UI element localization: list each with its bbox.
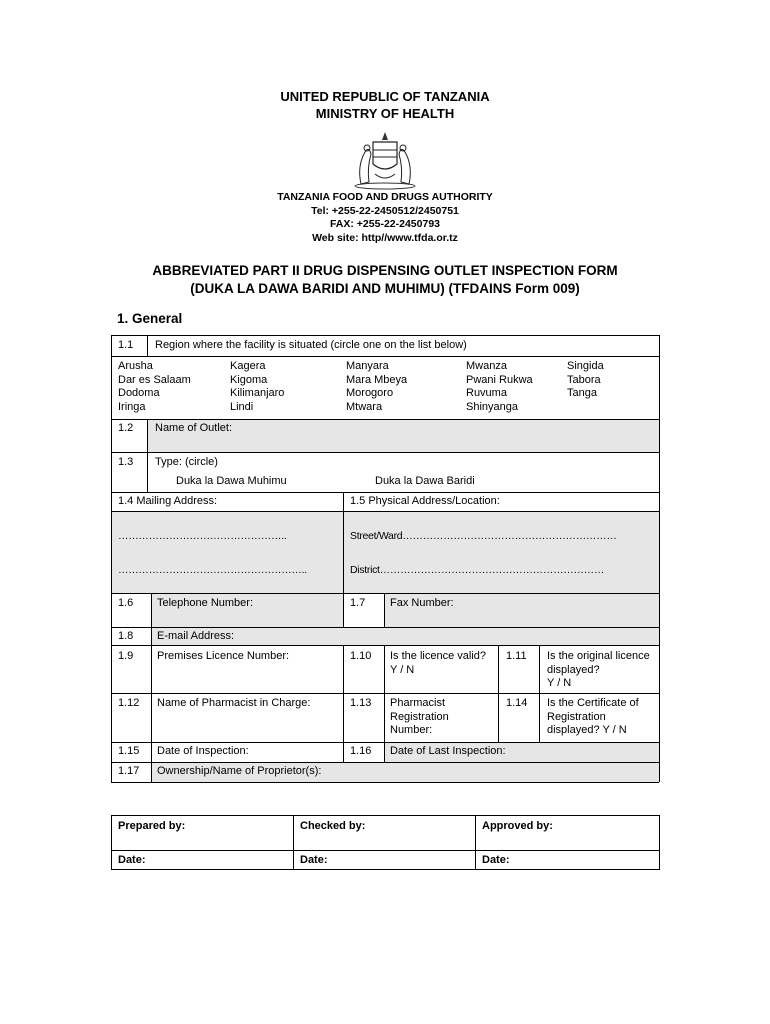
type-option-baridi[interactable]: Duka la Dawa Baridi <box>375 475 475 487</box>
tanzania-coat-of-arms-icon <box>351 130 419 190</box>
region-option[interactable]: Arusha <box>118 360 153 372</box>
field-number: 1.15 <box>118 745 140 757</box>
telephone-label: Telephone Number: <box>157 597 254 609</box>
field-number: 1.1 <box>118 339 134 351</box>
region-column-5 <box>567 360 604 401</box>
region-option[interactable]: Ruvuma <box>466 387 507 399</box>
form-title-line2: (DUKA LA DAWA BARIDI AND MUHIMU) (TFDAINS Form 009) <box>190 281 580 296</box>
licence-valid-yn[interactable]: Y / N <box>390 663 415 676</box>
country-name: UNITED REPUBLIC OF TANZANIA <box>280 89 490 104</box>
region-option[interactable]: Iringa <box>118 400 146 413</box>
field-number: 1.7 <box>350 597 366 609</box>
original-licence-label: Is the original licence displayed? <box>547 650 650 676</box>
region-label: Region where the facility is situated (circle one on the list below) <box>155 339 467 351</box>
website: Web site: http//www.tfda.or.tz <box>312 231 458 244</box>
street-ward-field[interactable]: Street/Ward……………………………………………………… <box>350 530 617 542</box>
region-column-3 <box>346 360 407 414</box>
region-column-4 <box>466 360 533 414</box>
region-option[interactable]: Kagera <box>230 360 266 372</box>
region-option[interactable]: Dar es Salaam <box>118 373 191 386</box>
field-number: 1.13 <box>350 697 372 709</box>
type-label: Type: (circle) <box>155 456 218 468</box>
region-option[interactable]: Shinyanga <box>466 400 518 413</box>
inspection-date-label: Date of Inspection: <box>157 745 249 757</box>
region-option[interactable]: Lindi <box>230 400 254 413</box>
field-number: 1.14 <box>506 697 528 709</box>
fax-label: Fax Number: <box>390 597 454 609</box>
region-option[interactable]: Mwanza <box>466 360 507 372</box>
pharmacist-label: Name of Pharmacist in Charge: <box>157 697 311 709</box>
region-option[interactable]: Mara Mbeya <box>346 373 408 386</box>
field-number: 1.17 <box>118 765 140 777</box>
mailing-address-line-2[interactable]: ……………………………………………….. <box>118 564 307 576</box>
email-label: E-mail Address: <box>157 630 235 642</box>
ownership-label: Ownership/Name of Proprietor(s): <box>157 765 322 777</box>
mailing-address-label: 1.4 Mailing Address: <box>118 495 218 507</box>
region-option[interactable]: Morogoro <box>346 387 394 399</box>
physical-address-label: 1.5 Physical Address/Location: <box>350 495 500 507</box>
form-title <box>0 262 770 298</box>
authority-block <box>0 191 770 245</box>
licence-valid-label: Is the licence valid? <box>390 650 486 662</box>
region-option[interactable]: Manyara <box>346 360 389 372</box>
region-option[interactable]: Kigoma <box>230 373 268 386</box>
type-option-muhimu[interactable]: Duka la Dawa Muhimu <box>176 475 287 487</box>
authority-name: TANZANIA FOOD AND DRUGS AUTHORITY <box>277 191 493 203</box>
fax: FAX: +255-22-2450793 <box>329 218 441 230</box>
prepared-date-label: Date: <box>118 854 146 866</box>
region-option[interactable]: Singida <box>567 360 604 372</box>
approved-by-label: Approved by: <box>482 820 553 832</box>
licence-valid-question <box>390 650 494 677</box>
region-option[interactable]: Mtwara <box>346 400 383 413</box>
region-column-1 <box>118 360 191 414</box>
checked-by-label: Checked by: <box>300 820 366 832</box>
field-number: 1.8 <box>118 630 134 642</box>
mailing-address-line-1[interactable]: ………………………………………….. <box>118 530 287 542</box>
checked-date-label: Date: <box>300 854 328 866</box>
certificate-displayed-question: Is the Certificate of Registration displayed? Y / N <box>547 697 639 736</box>
original-licence-yn[interactable]: Y / N <box>547 677 572 689</box>
district-field[interactable]: District………………………………………………………… <box>350 564 605 576</box>
region-option[interactable]: Tabora <box>567 373 601 386</box>
section-heading: 1. General <box>117 311 183 326</box>
outlet-name-label: Name of Outlet: <box>155 422 233 434</box>
premises-licence-label: Premises Licence Number: <box>157 650 290 662</box>
field-number: 1.6 <box>118 597 134 609</box>
field-number: 1.2 <box>118 422 134 434</box>
field-number: 1.10 <box>350 650 372 662</box>
region-option[interactable]: Pwani Rukwa <box>466 373 533 386</box>
address-shade <box>111 511 659 593</box>
prepared-by-label: Prepared by: <box>118 820 186 832</box>
telephone: Tel: +255-22-2450512/2450751 <box>311 204 459 217</box>
registration-number-label: Pharmacist Registration Number: <box>390 697 449 736</box>
form-title-line1: ABBREVIATED PART II DRUG DISPENSING OUTLET INSPECTION FORM <box>152 263 618 278</box>
field-number: 1.16 <box>350 745 372 757</box>
region-option[interactable]: Dodoma <box>118 387 160 399</box>
field-number: 1.9 <box>118 650 134 662</box>
approved-date-label: Date: <box>482 854 510 866</box>
original-licence-question <box>547 650 655 691</box>
region-option[interactable]: Kilimanjaro <box>230 387 285 399</box>
ministry-name: MINISTRY OF HEALTH <box>315 106 455 121</box>
field-number: 1.3 <box>118 456 134 468</box>
region-column-2 <box>230 360 284 414</box>
field-number: 1.11 <box>506 650 527 662</box>
last-inspection-label: Date of Last Inspection: <box>390 745 506 757</box>
header-block <box>0 88 770 122</box>
field-number: 1.12 <box>118 697 140 709</box>
region-option[interactable]: Tanga <box>567 387 597 399</box>
